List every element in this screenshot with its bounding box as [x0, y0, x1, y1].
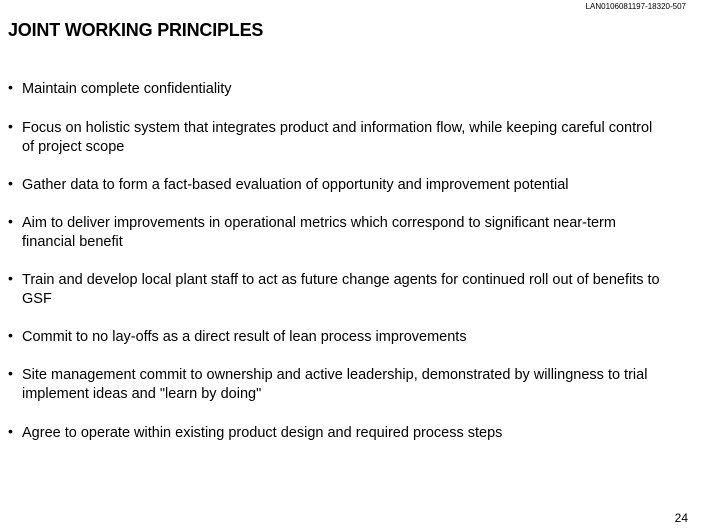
- list-item: [8, 176, 668, 195]
- bullet-icon: •: [8, 79, 13, 95]
- list-item: [8, 424, 668, 443]
- list-item: [8, 119, 668, 157]
- list-item-text: Aim to deliver improvements in operational metrics which correspond to significant near-term financial benefit: [22, 215, 616, 250]
- list-item: [8, 214, 668, 252]
- document-id: LAN0106081197-18320-507: [585, 2, 686, 11]
- list-item-text: Maintain complete confidentiality: [22, 81, 232, 97]
- page-title: JOINT WORKING PRINCIPLES: [8, 20, 264, 40]
- bullet-icon: •: [8, 365, 13, 381]
- bullet-icon: •: [8, 175, 13, 191]
- list-item-text: Agree to operate within existing product design and required process steps: [22, 425, 503, 441]
- page-number: 24: [674, 511, 688, 525]
- list-item: [8, 366, 668, 404]
- bullet-icon: •: [8, 270, 13, 286]
- list-item-text: Focus on holistic system that integrates product and information flow, while keeping careful control of project scope: [22, 120, 653, 155]
- bullet-icon: •: [8, 423, 13, 439]
- principles-list: [8, 80, 668, 443]
- bullet-icon: •: [8, 213, 13, 229]
- bullet-icon: •: [8, 118, 13, 134]
- list-item: [8, 271, 668, 309]
- list-item-text: Train and develop local plant staff to act as future change agents for continued roll out of benefits to GSF: [22, 272, 660, 307]
- list-item-text: Gather data to form a fact-based evaluation of opportunity and improvement potential: [22, 177, 569, 193]
- list-item: [8, 328, 668, 347]
- list-item-text: Commit to no lay-offs as a direct result of lean process improvements: [22, 329, 467, 345]
- bullet-icon: •: [8, 327, 13, 343]
- list-item-text: Site management commit to ownership and active leadership, demonstrated by willingness to trial implement ideas and "learn by doing": [22, 367, 648, 402]
- list-item: [8, 80, 668, 99]
